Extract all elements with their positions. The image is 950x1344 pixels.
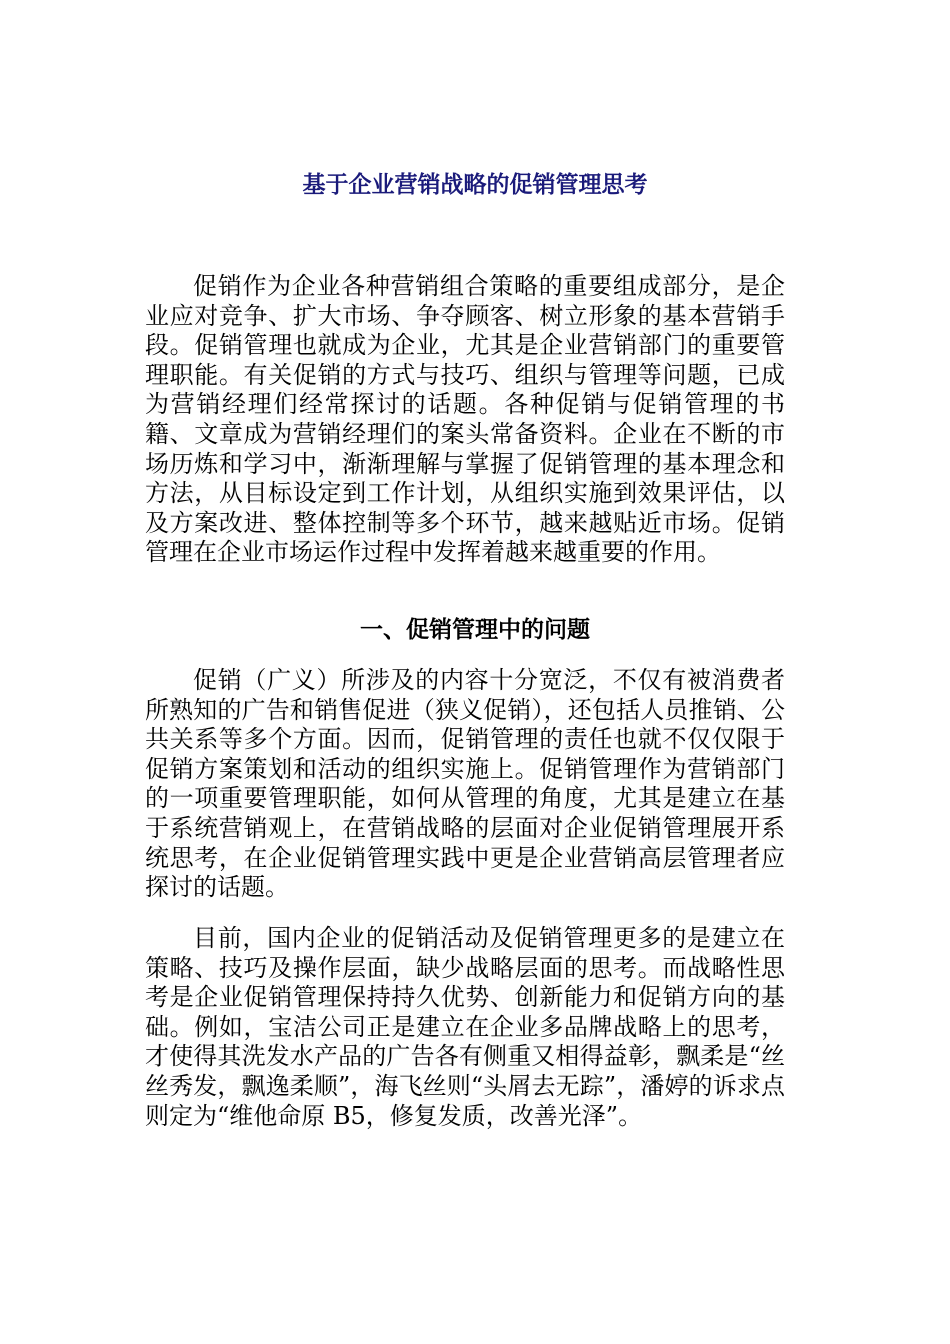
section1-paragraph-2: 目前，国内企业的促销活动及促销管理更多的是建立在策略、技巧及操作层面，缺少战略层面的思考。而战略性思考是企业促销管理保持持久优势、创新能力和促销方向的基础。例如，宝洁公司正是建立在企业多品牌战略上的思考，才使得其洗发水产品的广告各有侧重又相得益彰，飘柔是“丝丝秀发，飘逸柔顺”，海飞丝则“头屑去无踪”，潘婷的诉求点则定为“维他命原 B5，修复发质，改善光泽”。 (145, 924, 785, 1130)
section1-paragraph-1: 促销（广义）所涉及的内容十分宽泛，不仅有被消费者所熟知的广告和销售促进（狭义促销），还包括人员推销、公共关系等多个方面。因而，促销管理的责任也就不仅仅限于促销方案策划和活动的组织实施上。促销管理作为营销部门的一项重要管理职能，如何从管理的角度，尤其是建立在基于系统营销观上，在营销战略的层面对企业促销管理展开系统思考，在企业促销管理实践中更是企业营销高层管理者应探讨的话题。 (145, 666, 785, 902)
document-title: 基于企业营销战略的促销管理思考 (302, 172, 648, 198)
intro-paragraph: 促销作为企业各种营销组合策略的重要组成部分，是企业应对竞争、扩大市场、争夺顾客、树立形象的基本营销手段。促销管理也就成为企业，尤其是企业营销部门的重要管理职能。有关促销的方式与技巧、组织与管理等问题，已成为营销经理们经常探讨的话题。各种促销与促销管理的书籍、文章成为营销经理们的案头常备资料。企业在不断的市场历炼和学习中，渐渐理解与掌握了促销管理的基本理念和方法，从目标设定到工作计划，从组织实施到效果评估，以及方案改进、整体控制等多个环节，越来越贴近市场。促销管理在企业市场运作过程中发挥着越来越重要的作用。 (145, 272, 785, 567)
section-heading-1: 一、促销管理中的问题 (360, 617, 590, 643)
